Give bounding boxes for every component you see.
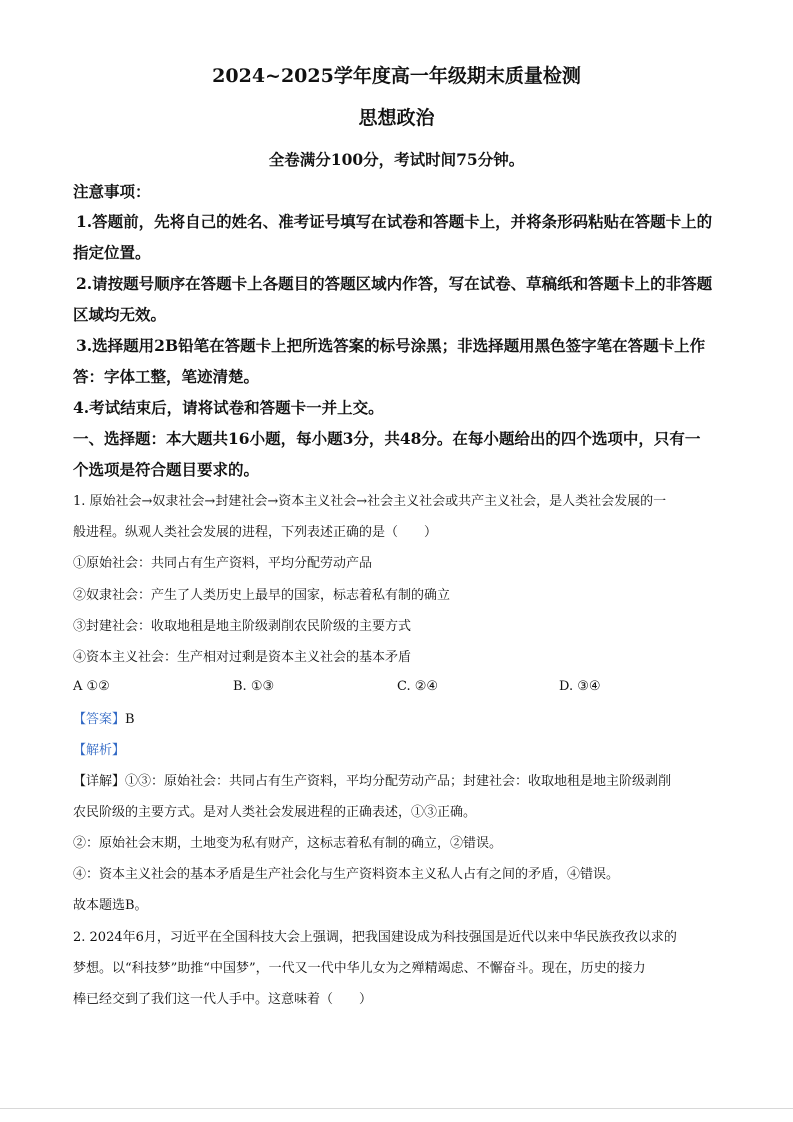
analysis-label: 【解析】 — [73, 743, 126, 758]
detail-line — [73, 773, 671, 791]
option-d: D. ③④ — [559, 679, 601, 694]
question-stem: 1. 原始社会→奴隶社会→封建社会→资本主义社会→社会主义社会或共产主义社会，是人类社会发展的一 — [73, 494, 667, 509]
question-stem: 梦想。以“科技梦”助推“中国梦”，一代又一代中华儿女为之殚精竭虑、不懈奋斗。现在，历史的接力 — [73, 961, 646, 976]
section-heading: 一、选择题：本大题共16小题，每小题3分，共48分。在每小题给出的四个选项中，只有一 — [73, 429, 701, 448]
detail-line: 故本题选B。 — [73, 898, 148, 913]
notice-line: 3.选择题用2B铅笔在答题卡上把所选答案的标号涂黑；非选择题用黑色签字笔在答题卡上作 — [76, 336, 706, 355]
notice-line: 2.请按题号顺序在答题卡上各题目的答题区域内作答，写在试卷、草稿纸和答题卡上的非答题 — [76, 274, 713, 293]
option-b: B. ①③ — [233, 679, 275, 694]
subject-title: 思想政治 — [358, 107, 435, 129]
notice-heading: 注意事项： — [73, 182, 151, 201]
exam-title: 2024~2025学年度高一年级期末质量检测 — [212, 65, 581, 87]
detail-line: 农民阶级的主要方式。是对人类社会发展进程的正确表述，①③正确。 — [73, 805, 477, 820]
question-stem: 2. 2024年6月，习近平在全国科技大会上强调，把我国建设成为科技强国是近代以来中华民族孜孜以求的 — [73, 930, 677, 945]
detail-line: ④：资本主义社会的基本矛盾是生产社会化与生产资料资本主义私人占有之间的矛盾，④错误。 — [73, 867, 620, 882]
exam-info: 全卷满分100分，考试时间75分钟。 — [268, 150, 525, 169]
statement: ②奴隶社会：产生了人类历史上最早的国家，标志着私有制的确立 — [73, 588, 451, 603]
notice-line: 答：字体工整，笔迹清楚。 — [73, 367, 260, 386]
notice-line: 1.答题前，先将自己的姓名、准考证号填写在试卷和答题卡上，并将条形码粘贴在答题卡上的 — [76, 212, 713, 231]
detail-line: ②：原始社会末期，土地变为私有财产，这标志着私有制的确立，②错误。 — [73, 836, 503, 851]
question-stem: 棒已经交到了我们这一代人手中。这意味着（ ） — [73, 992, 373, 1007]
statement: ④资本主义社会：生产相对过剩是资本主义社会的基本矛盾 — [73, 650, 412, 665]
notice-line: 区域均无效。 — [73, 305, 167, 324]
notice-line: 指定位置。 — [73, 243, 151, 262]
statement: ①原始社会：共同占有生产资料，平均分配劳动产品 — [73, 556, 373, 571]
page-bottom-rule — [0, 1108, 793, 1109]
question-stem: 般进程。纵观人类社会发展的进程，下列表述正确的是（ ） — [73, 525, 438, 540]
detail-text: ①③：原始社会：共同占有生产资料，平均分配劳动产品；封建社会：收取地租是地主阶级剥削 — [125, 774, 672, 789]
notice-line: 4.考试结束后，请将试卷和答题卡一并上交。 — [73, 398, 384, 417]
option-c: C. ②④ — [397, 679, 439, 694]
section-heading: 个选项是符合题目要求的。 — [73, 460, 260, 479]
answer-value: B — [125, 712, 135, 727]
detail-label: 【详解】 — [73, 774, 126, 789]
answer-line — [73, 711, 135, 729]
option-a: A ①② — [73, 679, 110, 694]
statement: ③封建社会：收取地租是地主阶级剥削农民阶级的主要方式 — [73, 619, 412, 634]
answer-label: 【答案】 — [73, 712, 126, 727]
